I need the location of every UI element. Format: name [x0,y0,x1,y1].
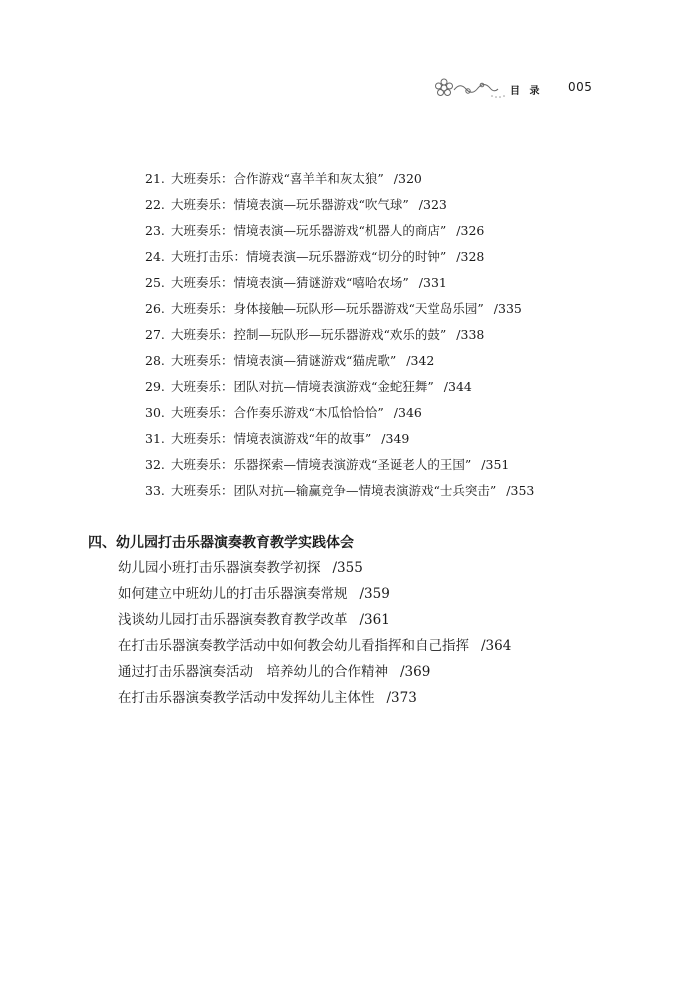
entry-title: 大班奏乐：团队对抗—输赢竞争—情境表演游戏“士兵突击” [171,483,497,498]
article-entry[interactable] [118,556,638,582]
entry-page: /335 [493,301,522,316]
toc-entry[interactable] [145,194,625,220]
entry-number: 31. [145,431,165,446]
toc-entry[interactable] [145,246,625,272]
flower-ornament-icon [432,76,512,102]
article-page: /361 [359,612,390,628]
entry-page: /349 [381,431,410,446]
entry-title: 大班奏乐：情境表演—猜谜游戏“嘻哈农场” [171,275,409,290]
entry-title: 大班奏乐：情境表演—玩乐器游戏“吹气球” [171,197,409,212]
toc-entry-list [145,168,625,506]
entry-number: 26. [145,301,165,316]
entry-page: /353 [506,483,535,498]
toc-entry[interactable] [145,376,625,402]
article-page: /359 [359,586,390,602]
entry-title: 大班奏乐：情境表演游戏“年的故事” [171,431,372,446]
entry-page: /326 [456,223,485,238]
entry-number: 25. [145,275,165,290]
entry-number: 29. [145,379,165,394]
toc-entry[interactable] [145,324,625,350]
entry-number: 24. [145,249,165,264]
entry-number: 21. [145,171,165,186]
article-page: /355 [332,560,363,576]
entry-title: 大班奏乐：团队对抗—情境表演游戏“金蛇狂舞” [171,379,434,394]
article-entry[interactable] [118,634,638,660]
entry-title: 大班奏乐：合作游戏“喜羊羊和灰太狼” [171,171,384,186]
toc-entry[interactable] [145,402,625,428]
article-page: /369 [400,664,431,680]
entry-page: /331 [418,275,447,290]
toc-entry[interactable] [145,298,625,324]
entry-page: /344 [443,379,472,394]
article-entry[interactable] [118,660,638,686]
article-title: 幼儿园小班打击乐器演奏教学初探 [118,560,321,576]
entry-title: 大班奏乐：情境表演—玩乐器游戏“机器人的商店” [171,223,447,238]
entry-page: /320 [393,171,422,186]
entry-title: 大班奏乐：合作奏乐游戏“木瓜恰恰恰” [171,405,384,420]
entry-page: /338 [456,327,485,342]
article-title: 在打击乐器演奏教学活动中发挥幼儿主体性 [118,690,375,706]
article-list [118,556,638,712]
toc-entry[interactable] [145,220,625,246]
entry-number: 22. [145,197,165,212]
article-title: 浅谈幼儿园打击乐器演奏教育教学改革 [118,612,348,628]
section-heading: 四、幼儿园打击乐器演奏教育教学实践体会 [88,535,354,551]
toc-entry[interactable] [145,350,625,376]
toc-entry[interactable] [145,168,625,194]
entry-title: 大班奏乐：控制—玩队形—玩乐器游戏“欢乐的鼓” [171,327,447,342]
article-title: 在打击乐器演奏教学活动中如何教会幼儿看指挥和自己指挥 [118,638,469,654]
entry-number: 28. [145,353,165,368]
article-page: /373 [386,690,417,706]
toc-entry[interactable] [145,272,625,298]
entry-title: 大班奏乐：情境表演—猜谜游戏“猫虎歌” [171,353,397,368]
entry-number: 32. [145,457,165,472]
entry-number: 30. [145,405,165,420]
header-section-label: 目 录 [510,86,543,97]
entry-number: 27. [145,327,165,342]
toc-entry[interactable] [145,480,625,506]
entry-page: /351 [481,457,510,472]
page-number: 005 [568,80,593,94]
entry-page: /346 [393,405,422,420]
entry-number: 33. [145,483,165,498]
entry-title: 大班打击乐：情境表演—玩乐器游戏“切分的时钟” [171,249,447,264]
article-title: 通过打击乐器演奏活动 培养幼儿的合作精神 [118,664,388,680]
article-entry[interactable] [118,582,638,608]
running-header [432,76,632,106]
entry-page: /342 [406,353,435,368]
article-page: /364 [481,638,512,654]
article-entry[interactable] [118,608,638,634]
entry-page: /328 [456,249,485,264]
entry-page: /323 [418,197,447,212]
entry-title: 大班奏乐：身体接触—玩队形—玩乐器游戏“天堂岛乐园” [171,301,484,316]
entry-title: 大班奏乐：乐器探索—情境表演游戏“圣诞老人的王国” [171,457,472,472]
entry-number: 23. [145,223,165,238]
article-title: 如何建立中班幼儿的打击乐器演奏常规 [118,586,348,602]
toc-entry[interactable] [145,454,625,480]
article-entry[interactable] [118,686,638,712]
toc-entry[interactable] [145,428,625,454]
